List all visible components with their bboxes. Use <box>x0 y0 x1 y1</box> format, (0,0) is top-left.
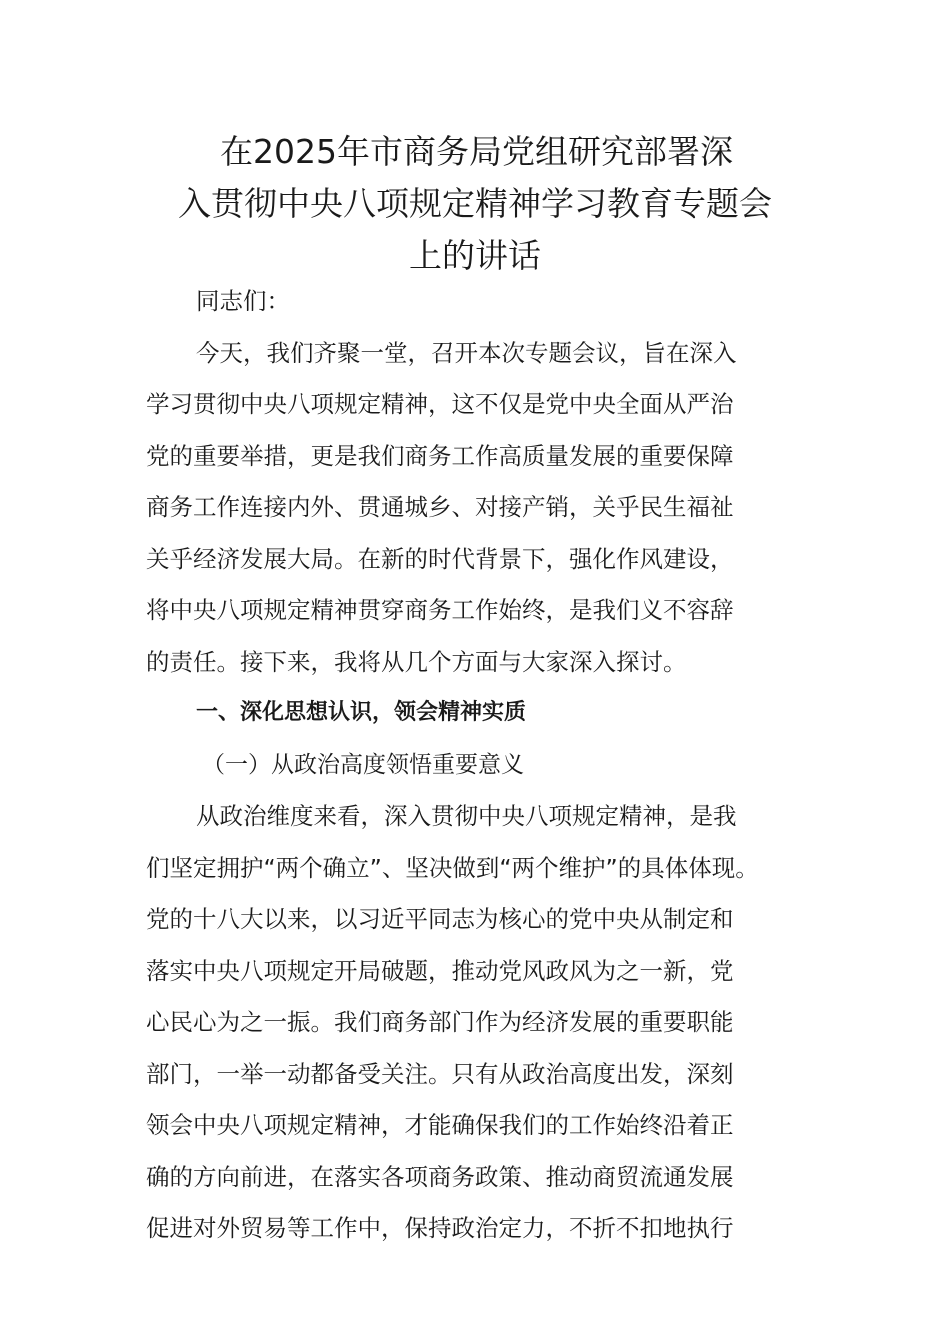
paragraph-line: 将中央八项规定精神贯穿商务工作始终，是我们义不容辞 <box>146 596 734 624</box>
paragraph-line: 今天，我们齐聚一堂，召开本次专题会议，旨在深入 <box>196 338 737 367</box>
paragraph-line: 确的方向前进，在落实各项商务政策、推动商贸流通发展 <box>146 1162 734 1191</box>
paragraph-line: 促进对外贸易等工作中，保持政治定力，不折不扣地执行 <box>146 1214 734 1242</box>
paragraph-line: 们坚定拥护“两个确立”、坚决做到“两个维护”的具体体现。 <box>146 853 759 882</box>
subsection-heading: （一）从政治高度领悟重要意义 <box>202 751 524 778</box>
paragraph-line: 从政治维度来看，深入贯彻中央八项规定精神，是我 <box>196 802 737 830</box>
section-heading: 一、深化思想认识，领会精神实质 <box>196 700 527 725</box>
salutation: 同志们： <box>196 287 290 315</box>
title-line: 入贯彻中央八项规定精神学习教育专题会 <box>178 184 772 223</box>
paragraph-line: 关乎经济发展大局。在新的时代背景下，强化作风建设， <box>146 544 734 573</box>
paragraph-line: 学习贯彻中央八项规定精神，这不仅是党中央全面从严治 <box>146 390 734 418</box>
title-line: 在2025年市商务局党组研究部署深 <box>220 132 733 171</box>
paragraph-line: 心民心为之一振。我们商务部门作为经济发展的重要职能 <box>146 1008 734 1036</box>
paragraph-line: 党的十八大以来，以习近平同志为核心的党中央从制定和 <box>146 905 734 933</box>
paragraph-line: 部门，一举一动都备受关注。只有从政治高度出发，深刻 <box>146 1059 734 1088</box>
title-line: 上的讲话 <box>409 236 541 275</box>
paragraph-line: 落实中央八项规定开局破题，推动党风政风为之一新，党 <box>146 956 734 985</box>
paragraph-line: 商务工作连接内外、贯通城乡、对接产销，关乎民生福祉 <box>146 493 734 521</box>
paragraph-line: 领会中央八项规定精神，才能确保我们的工作始终沿着正 <box>146 1111 734 1139</box>
document-title <box>140 126 810 282</box>
paragraph-line: 党的重要举措，更是我们商务工作高质量发展的重要保障 <box>146 441 734 470</box>
document-body <box>146 278 808 1257</box>
paragraph-line: 的责任。接下来，我将从几个方面与大家深入探讨。 <box>146 647 687 676</box>
